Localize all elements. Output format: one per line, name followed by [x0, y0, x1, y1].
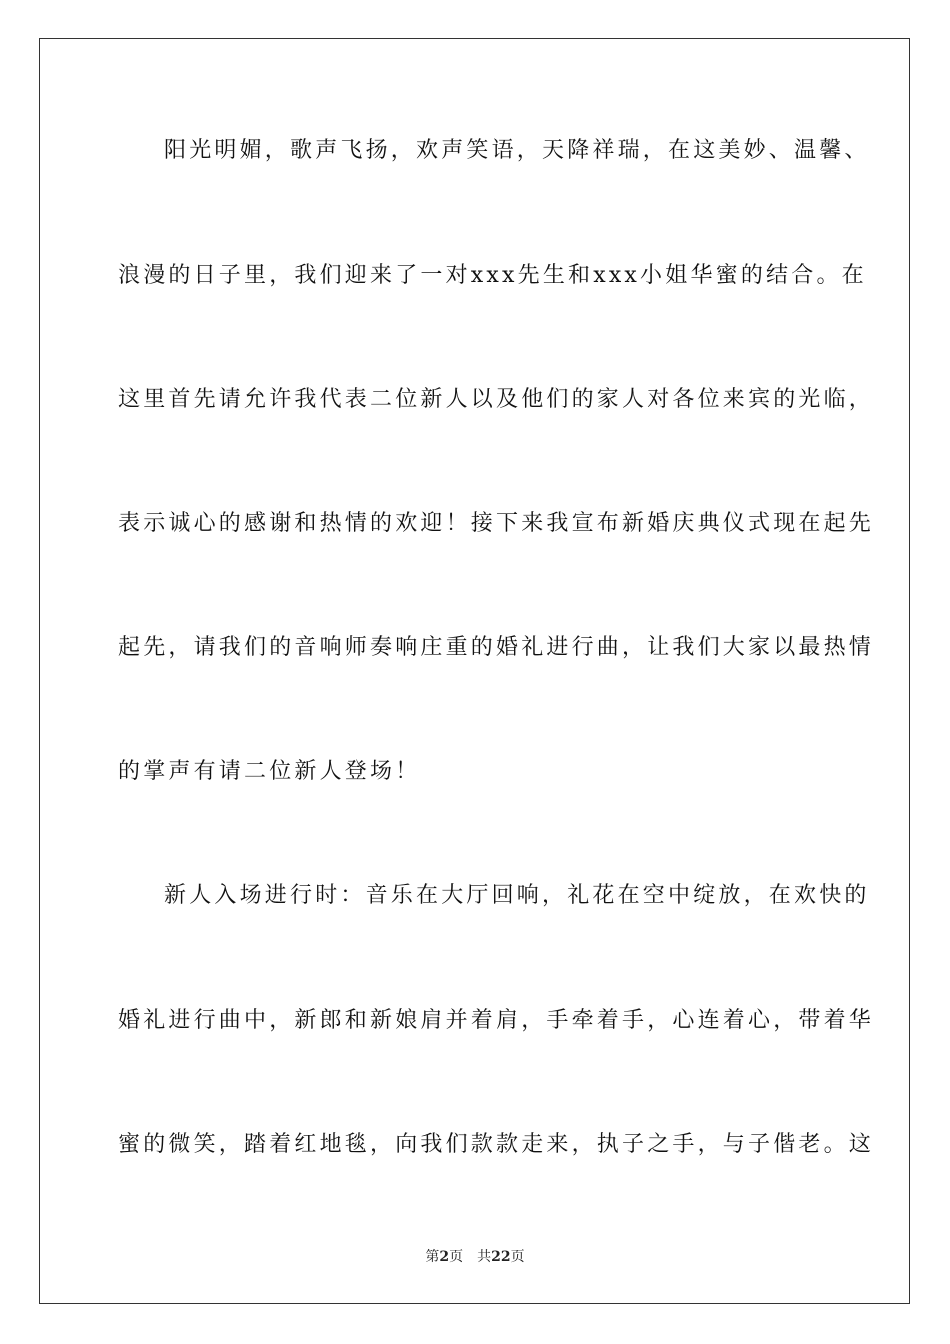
paragraph-1-line-2: 浪漫的日子里，我们迎来了一对xxx先生和xxx小姐华蜜的结合。在	[118, 263, 867, 288]
total-pages: 22	[491, 1249, 511, 1265]
total-suffix: 页	[510, 1249, 525, 1265]
page-prefix: 第	[425, 1249, 440, 1265]
paragraph-2-line-1: 新人入场进行时：音乐在大厅回响，礼花在空中绽放，在欢快的	[164, 883, 870, 908]
page-number: 2	[439, 1249, 450, 1265]
paragraph-1-line-1: 阳光明媚，歌声飞扬，欢声笑语，天降祥瑞，在这美妙、温馨、	[164, 138, 870, 163]
total-prefix: 共	[477, 1249, 492, 1265]
paragraph-1-line-5: 起先，请我们的音响师奏响庄重的婚礼进行曲，让我们大家以最热情	[118, 635, 875, 660]
paragraph-1-line-6: 的掌声有请二位新人登场！	[118, 759, 421, 784]
paragraph-1-line-3: 这里首先请允许我代表二位新人以及他们的家人对各位来宾的光临，	[118, 387, 875, 412]
paragraph-2-line-3: 蜜的微笑，踏着红地毯，向我们款款走来，执子之手，与子偕老。这	[118, 1132, 875, 1157]
page-footer	[0, 1248, 950, 1266]
page-suffix: 页	[449, 1249, 464, 1265]
paragraph-2-line-2: 婚礼进行曲中，新郎和新娘肩并着肩，手牵着手，心连着心，带着华	[118, 1008, 875, 1033]
page-frame	[39, 38, 910, 1304]
paragraph-1-line-4: 表示诚心的感谢和热情的欢迎！接下来我宣布新婚庆典仪式现在起先	[118, 511, 875, 536]
